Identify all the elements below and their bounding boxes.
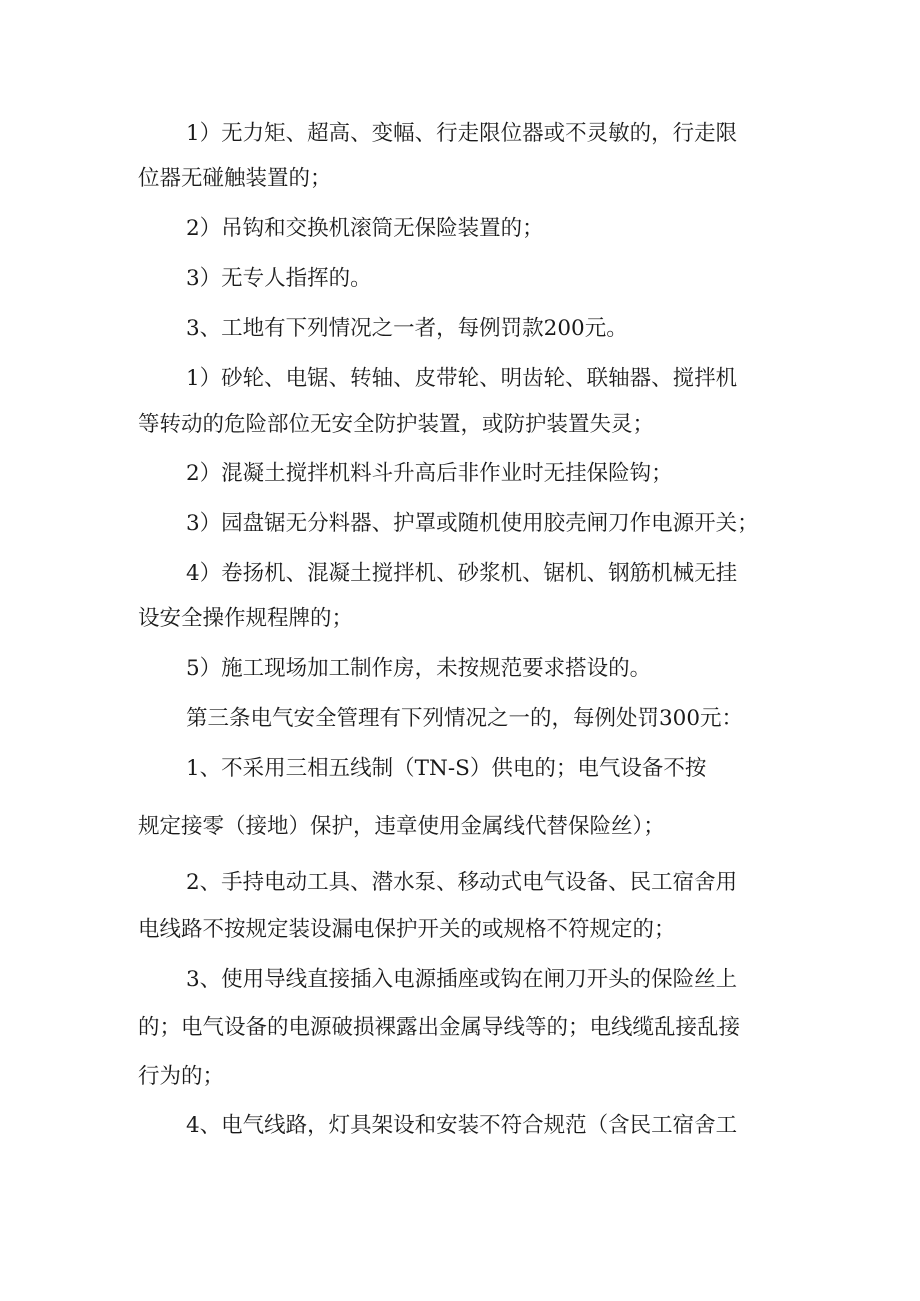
text-line: 3）无专人指挥的。 (186, 266, 372, 291)
text-line: 1）砂轮、电锯、转轴、皮带轮、明齿轮、联轴器、搅拌机 (186, 366, 738, 391)
text-line: 设安全操作规程牌的； (138, 606, 354, 631)
text-line: 3）园盘锯无分料器、护罩或随机使用胶壳闸刀作电源开关； (186, 511, 759, 536)
text-line: 的；电气设备的电源破损裸露出金属导线等的；电线缆乱接乱接 (138, 1015, 741, 1040)
text-line: 第三条电气安全管理有下列情况之一的，每例处罚300元： (186, 706, 744, 731)
text-line: 电线路不按规定装设漏电保护开关的或规格不符规定的； (138, 917, 676, 942)
text-line: 2、手持电动工具、潜水泵、移动式电气设备、民工宿舍用 (186, 870, 738, 895)
text-line: 5）施工现场加工制作房，未按规范要求搭设的。 (186, 656, 652, 681)
text-line: 等转动的危险部位无安全防护装置，或防护装置失灵； (138, 412, 655, 437)
text-line: 行为的； (138, 1064, 225, 1089)
text-line: 1）无力矩、超高、变幅、行走限位器或不灵敏的，行走限 (186, 121, 738, 146)
text-line: 位器无碰触装置的； (138, 166, 332, 191)
text-line: 规定接零（接地）保护，违章使用金属线代替保险丝）； (138, 814, 665, 839)
text-line: 4）卷扬机、混凝土搅拌机、砂浆机、锯机、钢筋机械无挂 (186, 561, 738, 586)
text-line: 2）混凝土搅拌机料斗升高后非作业时无挂保险钩； (186, 461, 673, 486)
text-line: 3、工地有下列情况之一者，每例罚款200元。 (186, 316, 628, 341)
text-line: 2）吊钩和交换机滚筒无保险装置的； (186, 216, 544, 241)
text-line: 1、不采用三相五线制（TN-S）供电的；电气设备不按 (186, 756, 707, 781)
text-line: 4、电气线路，灯具架设和安装不符合规范（含民工宿舍工 (186, 1113, 738, 1138)
text-line: 3、使用导线直接插入电源插座或钩在闸刀开头的保险丝上 (186, 967, 738, 992)
